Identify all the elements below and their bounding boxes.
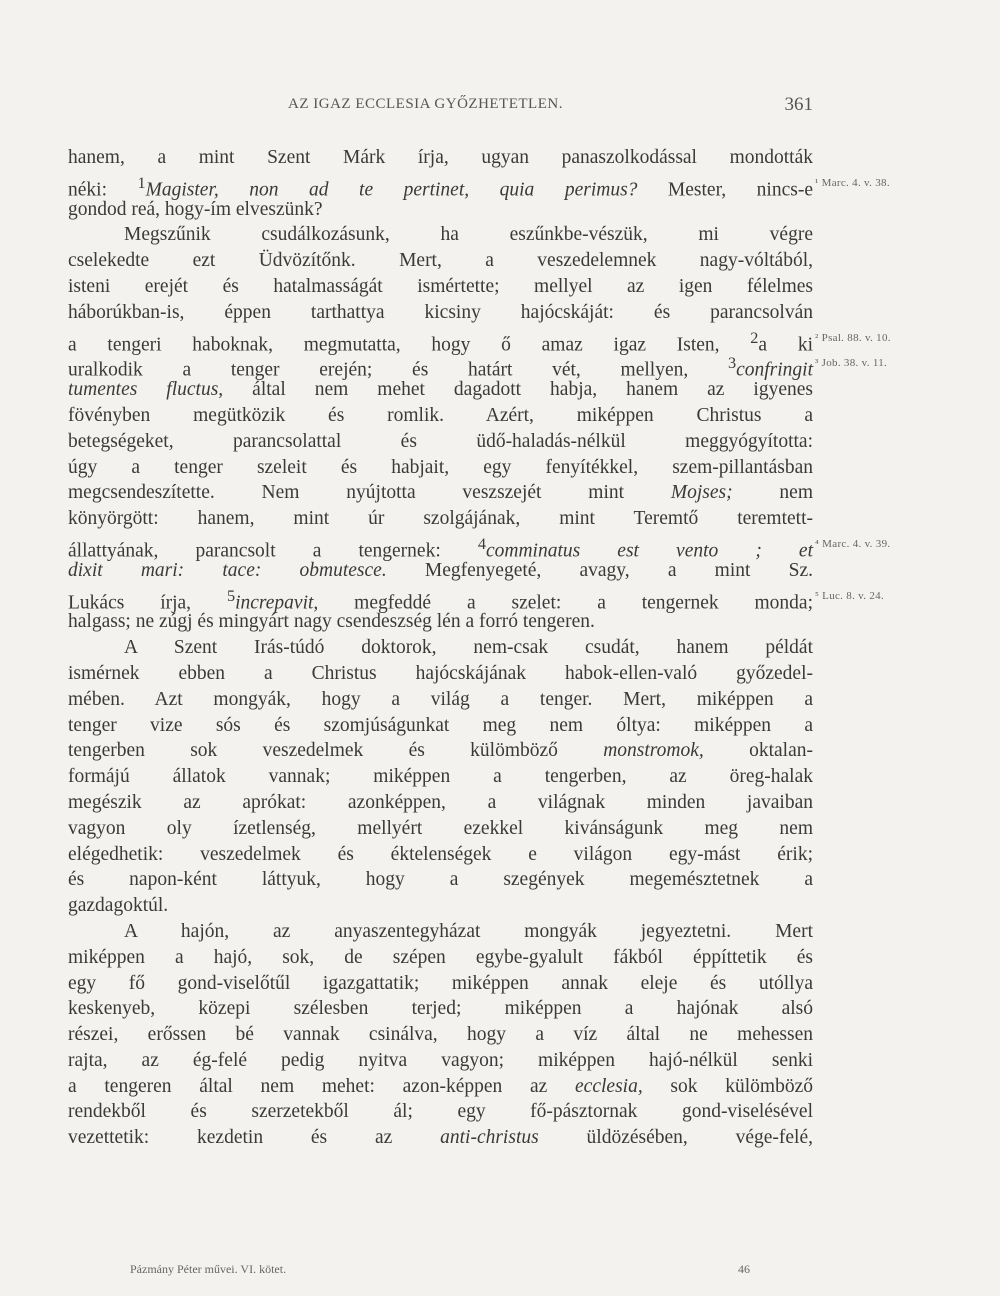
latin-quote: dixit mari: tace: obmutesce. — [68, 559, 387, 581]
line-text: és napon-ként láttyuk, hogy a szegények megemésztetnek a — [68, 869, 813, 891]
footnote-marker: 1 — [137, 173, 146, 192]
text-line — [68, 248, 813, 274]
line-text: Lukács írja, — [68, 592, 227, 614]
line-text: nem — [732, 482, 814, 504]
page-footer — [130, 1262, 750, 1280]
text-line — [68, 145, 813, 171]
line-text: által nem mehet dagadott habja, hanem az igyenes — [223, 379, 813, 401]
line-text: oktalan- — [703, 740, 813, 762]
text-line — [68, 738, 813, 764]
latin-quote: tumentes fluctus, — [68, 379, 224, 401]
body-text — [68, 145, 891, 1151]
page-number: 361 — [784, 94, 813, 115]
line-text: egy fő gond-viselőtűl igazgattatik; miképpen annak eleje és utóllya — [68, 972, 813, 994]
line-text: a tengeren által nem mehet: azon-képpen az — [68, 1075, 576, 1097]
text-line — [68, 1125, 813, 1151]
text-line — [68, 842, 813, 868]
line-text: Mester, nincs-e — [637, 179, 813, 201]
line-text: gondod reá, hogy-ím elveszünk? — [68, 198, 323, 220]
line-text: néki: — [68, 179, 138, 201]
line-text: rajta, az ég-felé pedig nyitva vagyon; miképpen hajó-nélkül senki — [68, 1049, 813, 1071]
text-line — [68, 609, 813, 635]
footnote-marker: 5 — [226, 586, 236, 605]
line-text: úgy a tenger szeleit és habjait, egy fenyítékkel, szem-pillantásban — [68, 456, 813, 478]
latin-quote: anti-christus — [440, 1127, 539, 1149]
text-line — [68, 1074, 813, 1100]
line-text: betegségeket, parancsolattal és üdő-haladás-nélkül meggyógyította: — [68, 430, 813, 452]
line-text: a ki — [758, 334, 813, 356]
text-line — [68, 764, 813, 790]
text-line — [68, 403, 813, 429]
line-text: tengerben sok veszedelmek és külömböző — [68, 740, 604, 762]
text-line — [68, 171, 890, 201]
line-text: állattyának, parancsolt a tengernek: — [68, 540, 478, 562]
latin-quote: Magister, non ad te pertinet, quia perimus? — [145, 179, 638, 201]
line-text: fövényben megütközik és romlik. Azért, miképpen Christus a — [68, 404, 813, 426]
text-line — [68, 558, 813, 584]
text-line — [68, 867, 813, 893]
line-text: uralkodik a tenger erején; és határt vét, mellyen, — [68, 359, 728, 381]
line-text: vezettetik: kezdetin és az — [68, 1127, 441, 1149]
text-line — [68, 222, 813, 248]
line-text: ismérnek ebben a Christus hajócskájának habok-ellen-való győzedel- — [68, 662, 813, 684]
running-header — [288, 96, 813, 120]
latin-quote: comminatus est vento ; et — [485, 540, 814, 562]
text-line — [68, 1048, 813, 1074]
text-line — [68, 532, 891, 562]
text-line — [68, 455, 813, 481]
latin-quote: Mojses; — [670, 482, 733, 504]
latin-quote: monstromok, — [603, 740, 704, 762]
line-text: háborúkban-is, éppen tarthattya kicsiny hajócskáját: és parancsolván — [68, 301, 813, 323]
text-line — [68, 971, 813, 997]
line-text: üldözésében, vége-felé, — [538, 1127, 813, 1149]
line-text: tenger vize sós és szomjúságunkat meg nem óltya: miképpen a — [68, 714, 813, 736]
line-text: megcsendeszítette. Nem nyújtotta veszszejét mint — [68, 482, 671, 504]
line-text: vagyon oly ízetlenség, mellyért ezekkel kivánságunk meg nem — [68, 817, 813, 839]
text-line — [68, 197, 813, 223]
text-line — [68, 584, 885, 614]
line-text: A Szent Irás-túdó doktorok, nem-csak csudát, hanem példát — [124, 637, 813, 659]
text-line — [68, 919, 813, 945]
footer-signature: Pázmány Péter művei. VI. kötet. — [130, 1262, 287, 1276]
margin-reference: ² Psal. 88. v. 10. — [815, 331, 891, 344]
text-line — [68, 326, 891, 356]
latin-quote: confringit — [736, 359, 813, 381]
running-title: AZ IGAZ ECCLESIA GYŐZHETETLEN. — [288, 96, 563, 112]
text-line — [68, 506, 813, 532]
margin-reference: ⁵ Luc. 8. v. 24. — [815, 589, 885, 602]
text-line — [68, 996, 813, 1022]
line-text: A hajón, az anyaszentegyházat mongyák jegyeztetni. Mert — [124, 920, 813, 942]
footnote-marker: 2 — [750, 328, 759, 347]
text-line — [68, 945, 813, 971]
latin-quote: ecclesia, — [575, 1075, 643, 1097]
latin-quote: increpavit, — [235, 592, 319, 614]
text-line — [68, 687, 813, 713]
line-text: megészik az aprókat: azonképpen, a világnak minden javaiban — [68, 791, 813, 813]
line-text: rendekből és szerzetekből ál; egy fő-pásztornak gond-viselésével — [68, 1101, 813, 1123]
line-text: halgass; ne zúgj és mingyárt nagy csendeszség lén a forró tengeren. — [68, 611, 595, 633]
text-line — [68, 300, 813, 326]
text-line — [68, 790, 813, 816]
text-line — [68, 429, 813, 455]
line-text: gazdagoktúl. — [68, 895, 169, 917]
text-line — [68, 713, 813, 739]
footer-sheet-number: 46 — [738, 1262, 750, 1276]
line-text: elégedhetik: veszedelmek és éktelenségek e világon egy-mást érik; — [68, 843, 813, 865]
text-line — [68, 635, 813, 661]
margin-reference: ³ Job. 38. v. 11. — [815, 357, 888, 370]
margin-reference: ¹ Marc. 4. v. 38. — [815, 176, 890, 189]
margin-reference: ⁴ Marc. 4. v. 39. — [815, 537, 891, 550]
text-line — [68, 274, 813, 300]
line-text: isteni erejét és hatalmasságát ismértette; mellyel az igen félelmes — [68, 275, 813, 297]
line-text: hanem, a mint Szent Márk írja, ugyan panaszolkodással mondották — [68, 147, 813, 168]
line-text: könyörgött: hanem, mint úr szolgájának, mint Teremtő teremtett- — [68, 508, 813, 530]
line-text: cselekedte ezt Üdvözítőnk. Mert, a veszedelemnek nagy-vóltából, — [68, 250, 813, 272]
text-line — [68, 1022, 813, 1048]
line-text: miképpen a hajó, sok, de szépen egybe-gyalult fákból éppíttetik és — [68, 946, 813, 968]
footnote-marker: 3 — [727, 354, 737, 373]
text-line — [68, 351, 888, 381]
line-text: keskenyeb, közepi szélesben terjed; miképpen a hajónak alsó — [68, 998, 813, 1020]
line-text: részei, erőssen bé vannak csinálva, hogy a víz által ne mehessen — [68, 1024, 813, 1046]
line-text: megfeddé a szelet: a tengernek monda; — [318, 592, 813, 614]
line-text: mében. Azt mongyák, hogy a világ a tenger. Mert, miképpen a — [68, 688, 813, 710]
line-text: Megfenyegeté, avagy, a mint Sz. — [386, 559, 813, 581]
footnote-marker: 4 — [477, 534, 486, 553]
text-line — [68, 893, 813, 919]
line-text: a tengeri haboknak, megmutatta, hogy ő amaz igaz Isten, — [68, 334, 751, 356]
text-line — [68, 1099, 813, 1125]
text-line — [68, 480, 813, 506]
line-text: sok külömböző — [642, 1075, 813, 1097]
text-line — [68, 661, 813, 687]
text-line — [68, 816, 813, 842]
line-text: Megszűnik csudálkozásunk, ha eszűnkbe-vészük, mi végre — [124, 224, 813, 246]
text-line — [68, 377, 813, 403]
line-text: formájú állatok vannak; miképpen a tengerben, az öreg-halak — [68, 766, 813, 788]
